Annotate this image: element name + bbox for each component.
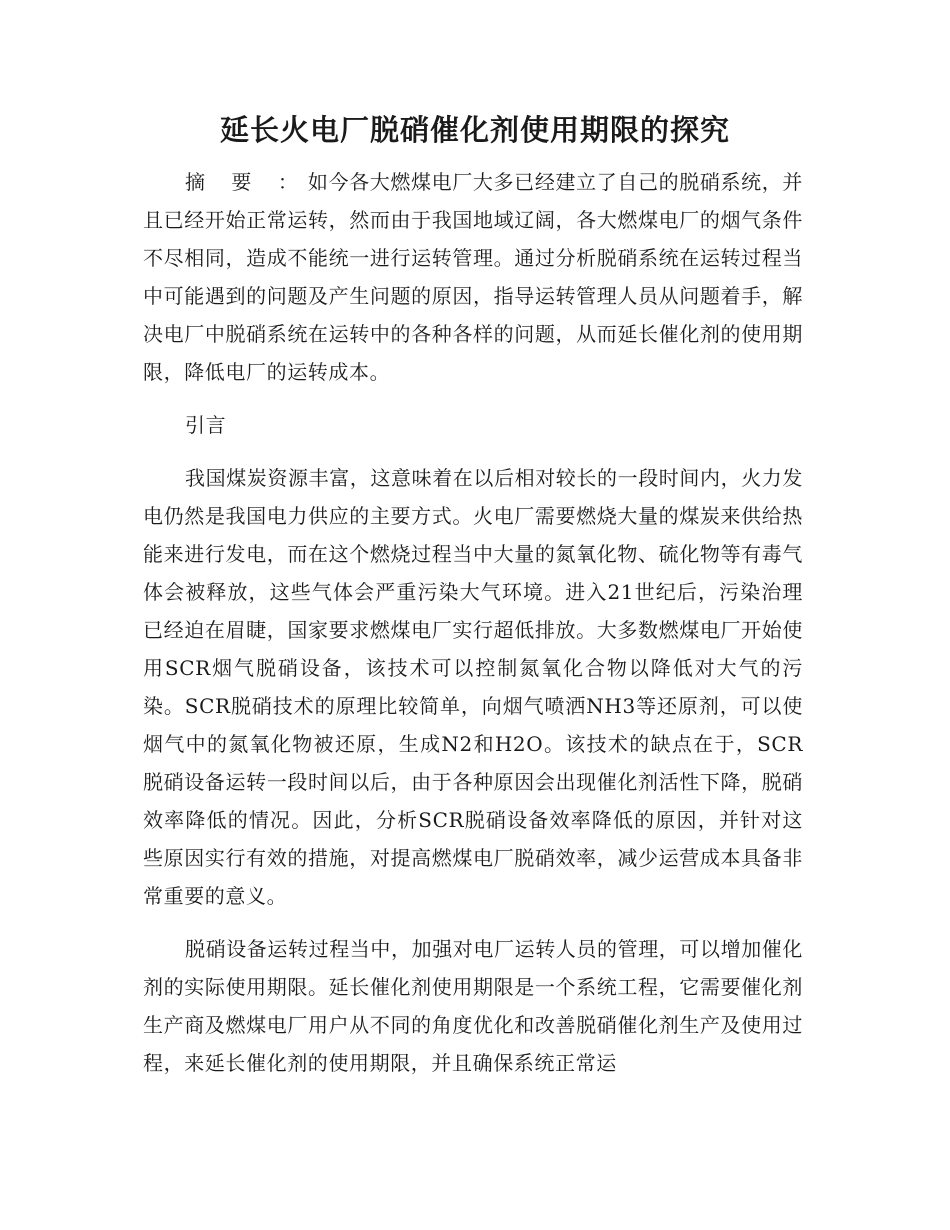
document-body: [143, 163, 803, 1082]
abstract-label: 摘 要 ：: [185, 170, 308, 194]
abstract-text: 如今各大燃煤电厂大多已经建立了自己的脱硝系统，并且已经开始正常运转，然而由于我国地域辽阔，各大燃煤电厂的烟气条件不尽相同，造成不能统一进行运转管理。通过分析脱硝系统在运转过程当中可能遇到的问题及产生问题的原因，指导运转管理人员从问题着手，解决电厂中脱硝系统在运转中的各种各样的问题，从而延长催化剂的使用期限，降低电厂的运转成本。: [143, 170, 803, 384]
abstract-paragraph: [143, 163, 803, 391]
document-title: 延长火电厂脱硝催化剂使用期限的探究: [219, 113, 730, 147]
body-paragraph-2: 脱硝设备运转过程当中，加强对电厂运转人员的管理，可以增加催化剂的实际使用期限。延长催化剂使用期限是一个系统工程，它需要催化剂生产商及燃煤电厂用户从不同的角度优化和改善脱硝催化剂生产及使用过程，来延长催化剂的使用期限，并且确保系统正常运: [143, 937, 803, 1075]
intro-heading: 引言: [185, 413, 227, 437]
body-paragraph-1: 我国煤炭资源丰富，这意味着在以后相对较长的一段时间内，火力发电仍然是我国电力供应的主要方式。火电厂需要燃烧大量的煤炭来供给热能来进行发电，而在这个燃烧过程当中大量的氮氧化物、硫化物等有毒气体会被释放，这些气体会严重污染大气环境。进入21世纪后，污染治理已经迫在眉睫，国家要求燃煤电厂实行超低排放。大多数燃煤电厂开始使用SCR烟气脱硝设备，该技术可以控制氮氧化合物以降低对大气的污染。SCR脱硝技术的原理比较简单，向烟气喷洒NH3等还原剂，可以使烟气中的氮氧化物被还原，生成N2和H2O。该技术的缺点在于，SCR脱硝设备运转一段时间以后，由于各种原因会出现催化剂活性下降，脱硝效率降低的情况。因此，分析SCR脱硝设备效率降低的原因，并针对这些原因实行有效的措施，对提高燃煤电厂脱硝效率，减少运营成本具备非常重要的意义。: [143, 466, 803, 908]
